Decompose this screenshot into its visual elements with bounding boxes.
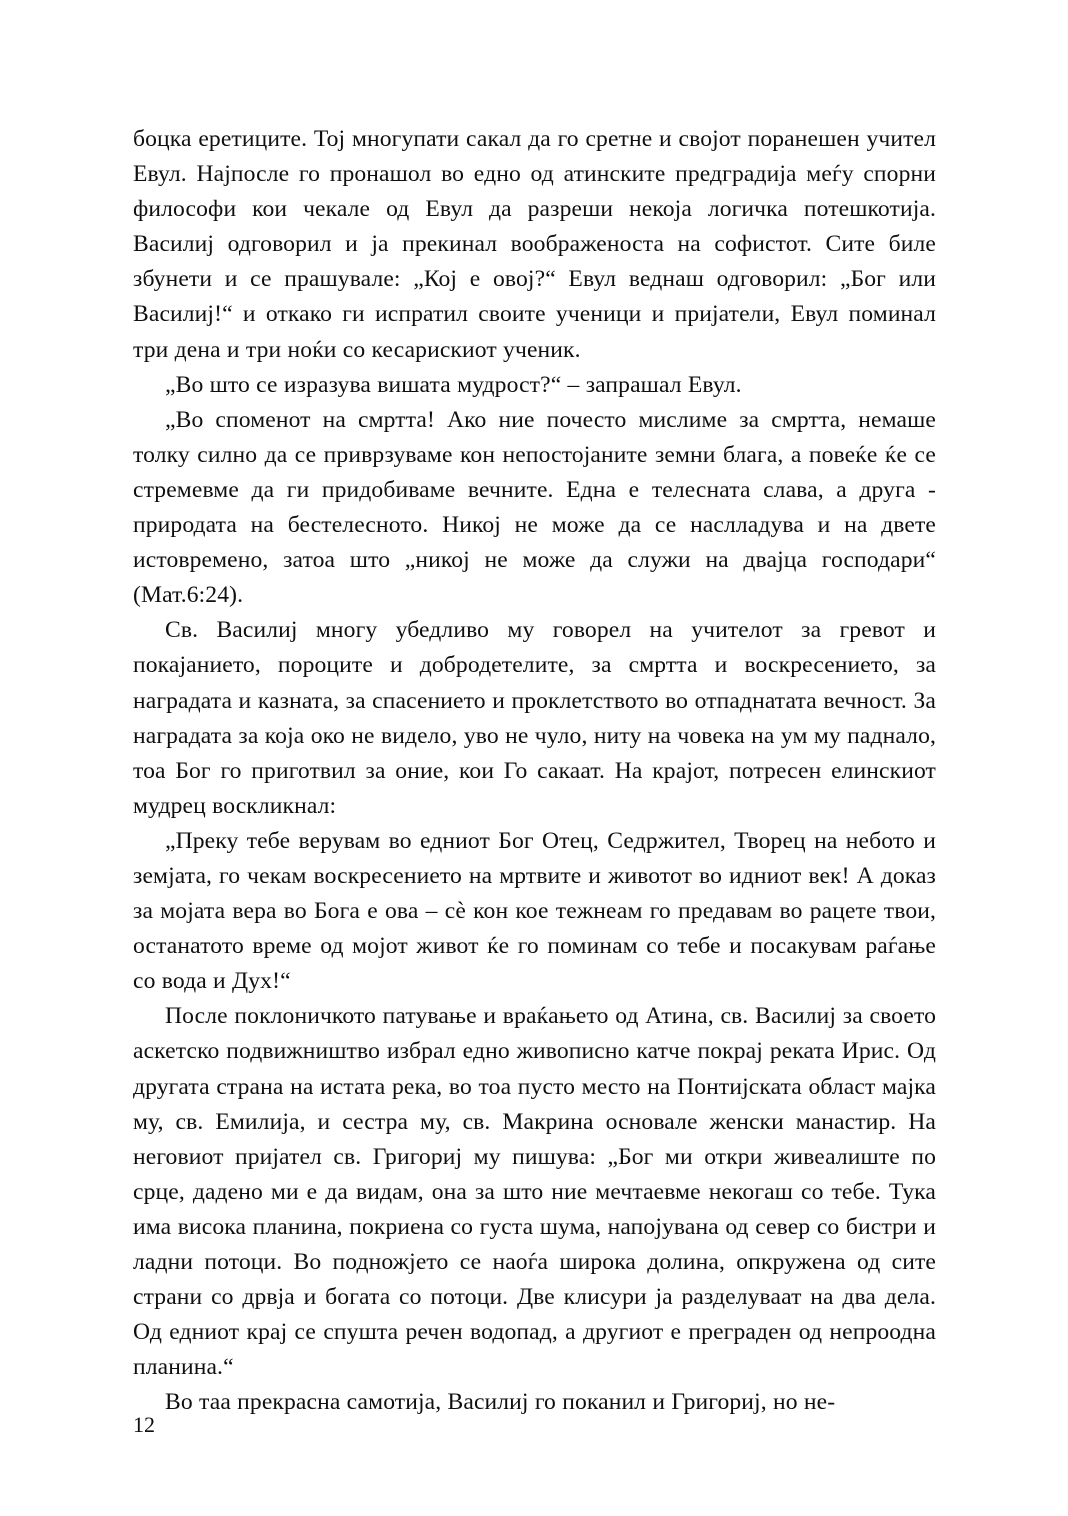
page-number: 12 [133, 1412, 155, 1437]
paragraph-2: „Во што се изразува вишата мудрост?“ – запрашал Евул. [165, 371, 742, 398]
body-text-block [133, 122, 936, 1420]
paragraph-1: боцка еретиците. Тој многупати сакал да го сретне и својот поранешен учител Евул. Најпосле го пронашол во едно од атинските предградија меѓу спорни философи кои чекале од Евул да разреши некоја логичка потешкотија. Василиј одговорил и ја прекинал воображеноста на софистот. Сите биле збунети и се прашувале: „Кој е овој?“ Евул веднаш одговорил: „Бог или Василиј!“ и откако ги испратил своите ученици и пријатели, Евул поминал три дена и три ноќи со кесарискиот ученик. [133, 126, 936, 363]
paragraph-5: „Преку тебе верувам во едниот Бог Отец, Седржител, Творец на небото и земјата, го чекам воскресението на мртвите и животот во идниот век! А доказ за мојата вера во Бога е ова – сѐ кон кое тежнеам го предавам во рацете твои, останатото време од мојот живот ќе го поминам со тебе и посакувам раѓање со вода и Дух!“ [133, 827, 936, 995]
paragraph-4: Св. Василиј многу убедливо му говорел на учителот за гревот и покајанието, пороците и добродетелите, за смртта и воскресението, за наградата и казната, за спасението и проклетството во отпаднатата вечност. За наградата за која око не видело, уво не чуло, ниту на човека на ум му паднало, тоа Бог го приготвил за оние, кои Го сакаат. На крајот, потресен елинскиот мудрец воскликнал: [133, 617, 936, 819]
paragraph-3: „Во споменот на смртта! Ако ние почесто мислиме за смртта, немаше толку силно да се приврзуваме кон непостојаните земни блага, а повеќе ќе се стремевме да ги придобиваме вечните. Една е телесната слава, а друга - природата на бестелесното. Никој не може да се наслладува и на двете истовремено, затоа што „никој не може да служи на двајца господари“ (Мат.6:24). [133, 406, 936, 609]
paragraph-6: После поклоничкото патување и враќањето од Атина, св. Василиј за своето аскетско подвижништво избрал едно живописно катче покрај реката Ирис. Од другата страна на истата река, во тоа пусто место на Понтијската област мајка му, св. Емилија, и сестра му, св. Макрина основале женски манастир. На неговиот пријател св. Григориј му пишува: „Бог ми откри живеалиште по срце, дадено ми е да видам, она за што ние мечтаевме некогаш со тебе. Тука има висока планина, покриена со густа шума, напојувана од север со бистри и ладни потоци. Во подножјето се наоѓа широка долина, опкружена од сите страни со дрвја и богата со потоци. Две клисури ја разделуваат на два дела. Од едниот крај се спушта речен водопад, а другиот е преграден од непроодна планина.“ [133, 1003, 936, 1381]
paragraph-7: Во таа прекрасна самотија, Василиј го поканил и Григориј, но не- [165, 1389, 836, 1416]
